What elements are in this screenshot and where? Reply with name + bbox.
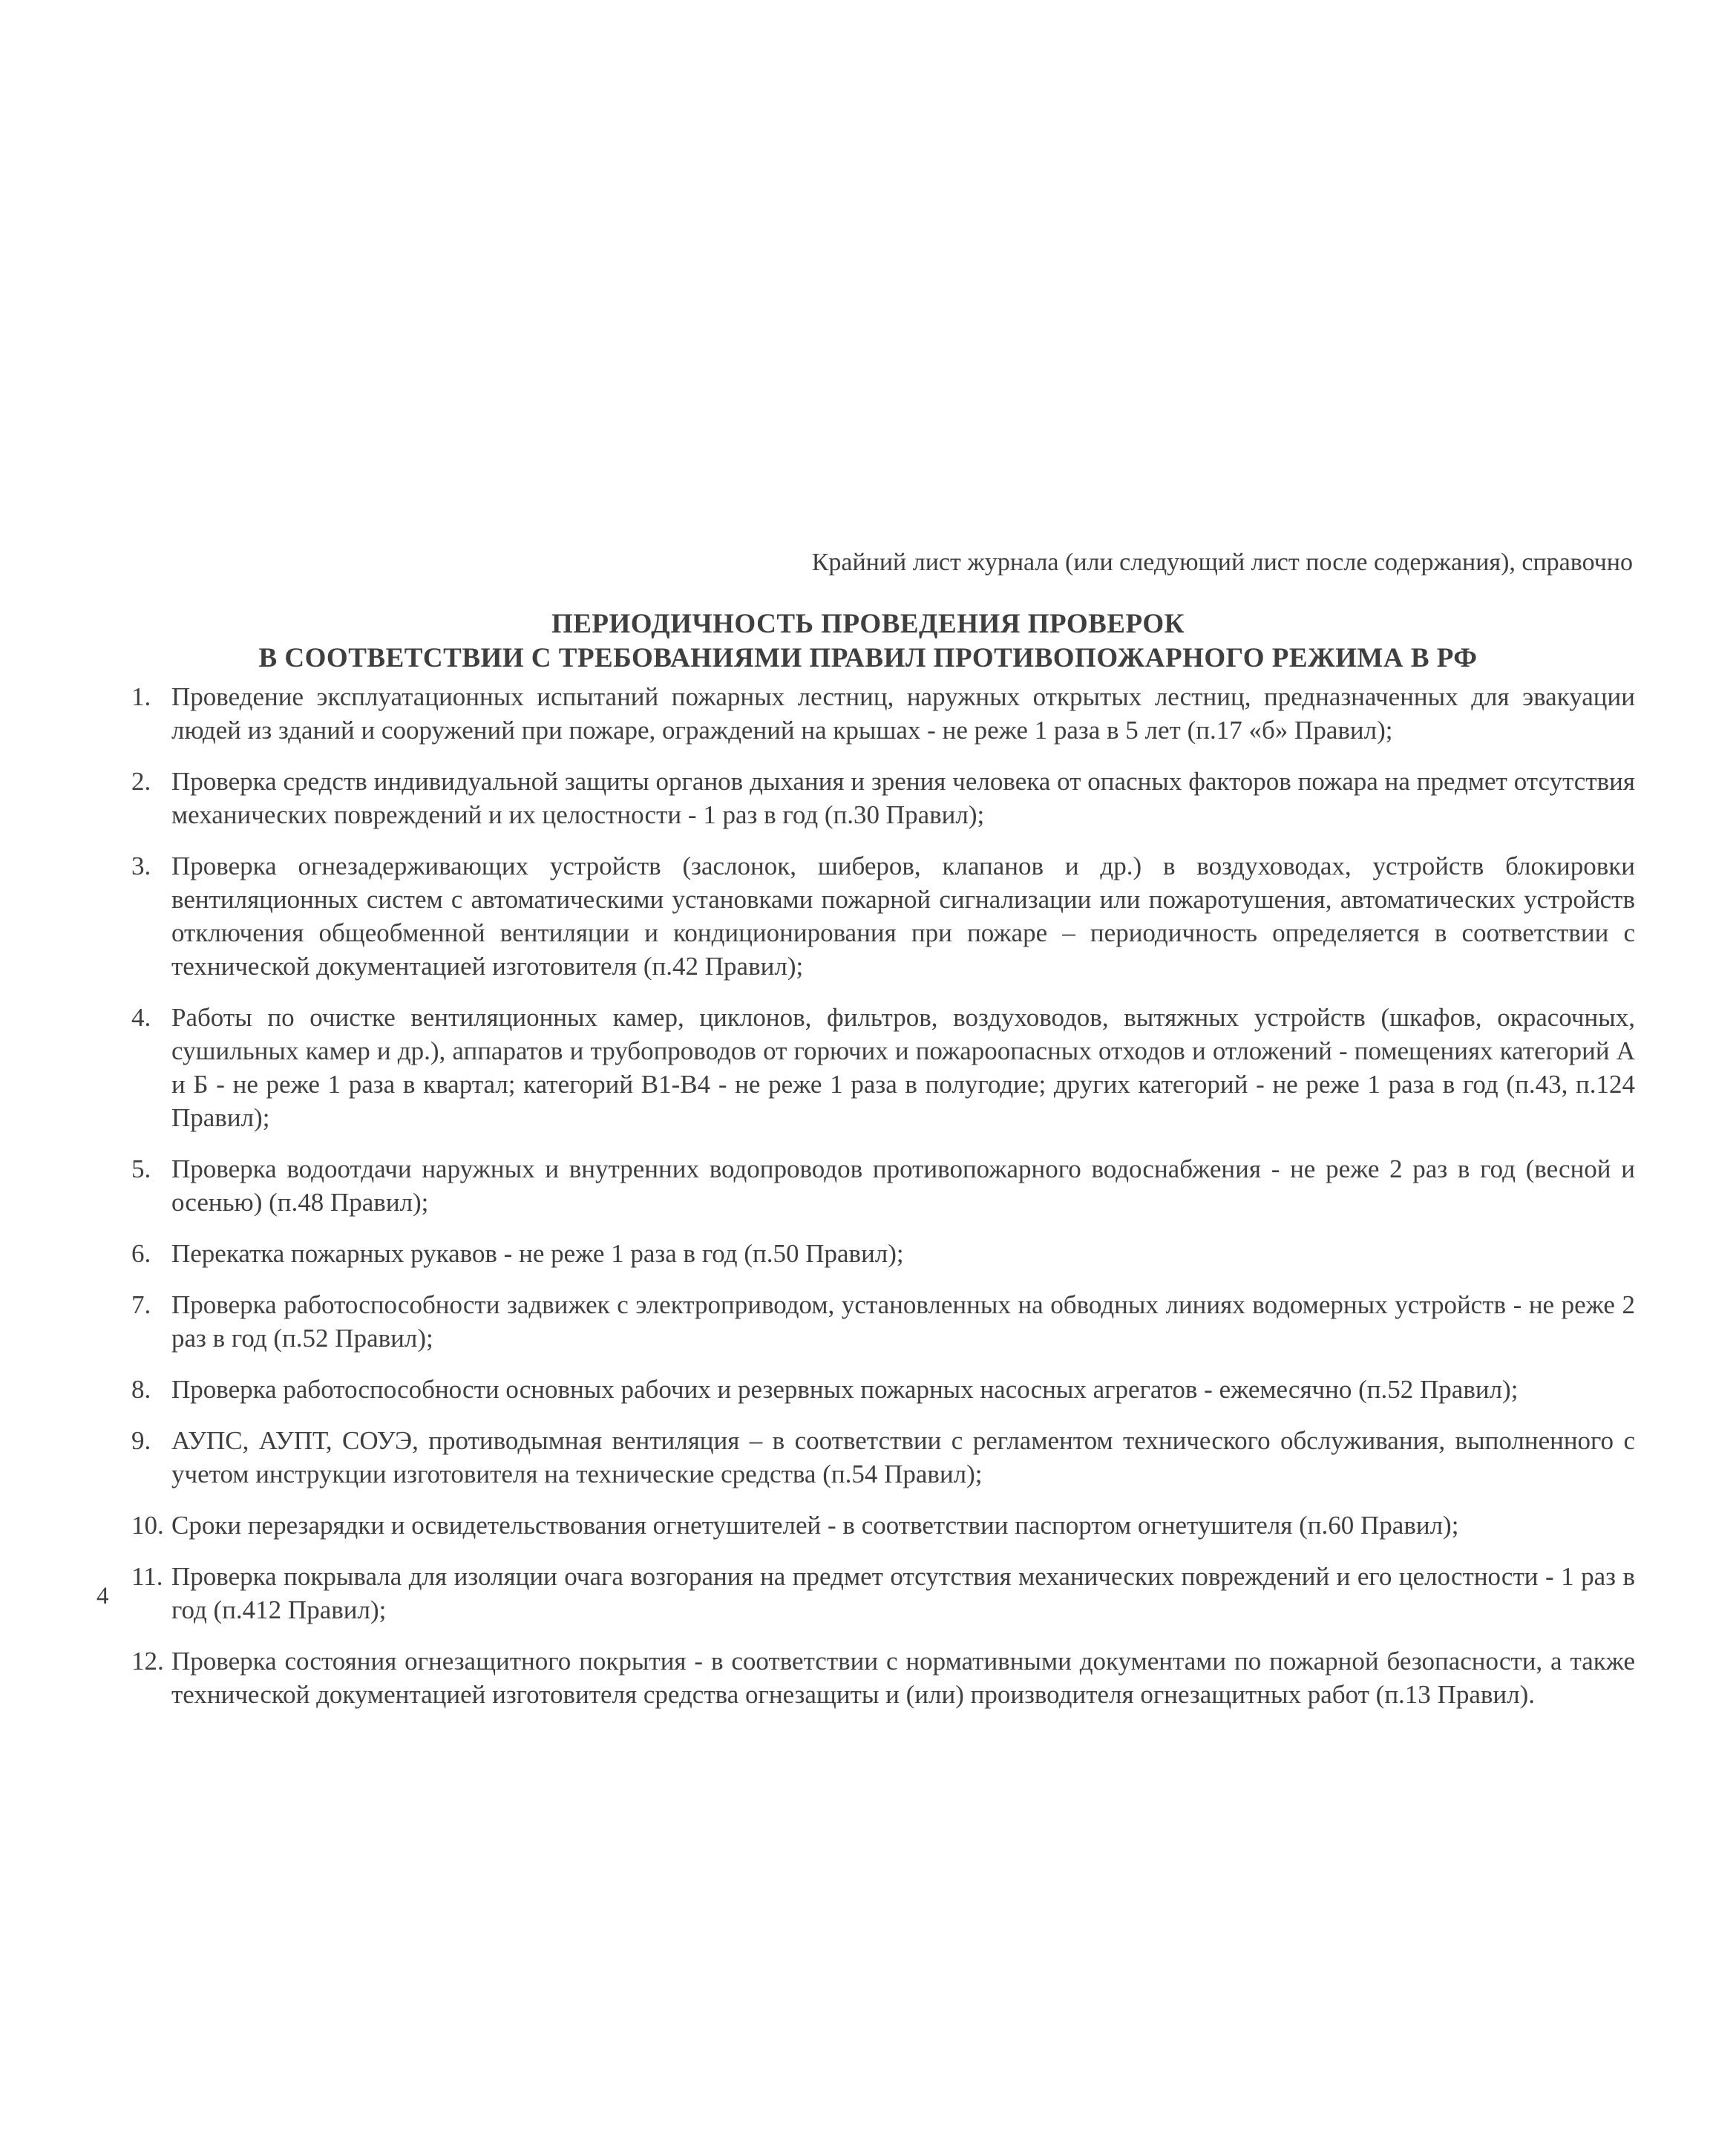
list-item-text: Проверка работоспособности основных рабочих и резервных пожарных насосных агрегатов - ежемесячно (п.52 Правил); [171, 1375, 1519, 1404]
list-item [130, 680, 1635, 747]
list-item-text: Перекатка пожарных рукавов - не реже 1 раза в год (п.50 Правил); [171, 1239, 904, 1268]
inspection-periodicity-list [130, 680, 1635, 1729]
list-item-text: Проверка работоспособности задвижек с электроприводом, установленных на обводных линиях водомерных устройств - не реже 2 раз в год (п.52 Правил); [171, 1290, 1635, 1353]
list-item-number: 5. [131, 1154, 151, 1183]
list-item-number: 12. [131, 1647, 164, 1676]
list-item-number: 11. [131, 1562, 163, 1591]
list-item-number: 10. [131, 1511, 164, 1540]
list-item [130, 1560, 1635, 1627]
list-item [130, 1373, 1635, 1406]
list-item-number: 6. [131, 1239, 151, 1268]
corner-note: Крайний лист журнала (или следующий лист после содержания), справочно [811, 549, 1633, 576]
list-item [130, 1644, 1635, 1711]
list-item [130, 765, 1635, 831]
list-item-text: Проверка состояния огнезащитного покрытия - в соответствии с нормативными документами по пожарной безопасности, а также технической документацией изготовителя средства огнезащиты и (или) производителя огнезащитных работ (п.13 Правил). [171, 1647, 1635, 1709]
document-title [0, 607, 1736, 676]
list-item [130, 1001, 1635, 1134]
list-item-text: Проверка покрывала для изоляции очага возгорания на предмет отсутствия механических повреждений и его целостности - 1 раз в год (п.412 Правил); [171, 1562, 1635, 1624]
list-item [130, 1288, 1635, 1355]
list-item [130, 1152, 1635, 1219]
list-item-number: 8. [131, 1375, 151, 1404]
list-item-text: Работы по очистке вентиляционных камер, циклонов, фильтров, воздуховодов, вытяжных устройств (шкафов, окрасочных, сушильных камер и др.), аппаратов и трубопроводов от горючих и пожароопасных отходов и отложений - помещениях категорий А и Б - не реже 1 раза в квартал; категорий В1-В4 - не реже 1 раза в полугодие; других категорий - не реже 1 раза в год (п.43, п.124 Правил); [171, 1003, 1635, 1132]
list-item-number: 7. [131, 1290, 151, 1319]
list-item [130, 849, 1635, 983]
list-item-number: 1. [131, 682, 151, 711]
list-item-number: 2. [131, 767, 151, 796]
list-item-number: 4. [131, 1003, 151, 1032]
title-line-1: ПЕРИОДИЧНОСТЬ ПРОВЕДЕНИЯ ПРОВЕРОК [551, 609, 1185, 639]
list-item-text: Сроки перезарядки и освидетельствования огнетушителей - в соответствии паспортом огнетушителя (п.60 Правил); [171, 1511, 1459, 1540]
list-item-text: Проверка огнезадерживающих устройств (заслонок, шиберов, клапанов и др.) в воздуховодах, устройств блокировки вентиляционных систем с автоматическими установками пожарной сигнализации или пожаротушения, автоматических устройств отключения общеобменной вентиляции и кондиционирования при пожаре – периодичность определяется в соответствии с технической документацией изготовителя (п.42 Правил); [171, 852, 1635, 981]
title-line-2: В СООТВЕТСТВИИ С ТРЕБОВАНИЯМИ ПРАВИЛ ПРОТИВОПОЖАРНОГО РЕЖИМА В РФ [258, 643, 1478, 673]
list-item-text: АУПС, АУПТ, СОУЭ, противодымная вентиляция – в соответствии с регламентом технического обслуживания, выполненного с учетом инструкции изготовителя на технические средства (п.54 Правил); [171, 1426, 1635, 1488]
list-item-text: Проверка водоотдачи наружных и внутренних водопроводов противопожарного водоснабжения - не реже 2 раз в год (весной и осенью) (п.48 Правил); [171, 1154, 1635, 1217]
list-item-number: 3. [131, 852, 151, 880]
page-number: 4 [96, 1583, 109, 1609]
list-item [130, 1424, 1635, 1491]
list-item [130, 1509, 1635, 1542]
list-item-number: 9. [131, 1426, 151, 1455]
list-item-text: Проведение эксплуатационных испытаний пожарных лестниц, наружных открытых лестниц, предназначенных для эвакуации людей из зданий и сооружений при пожаре, ограждений на крышах - не реже 1 раза в 5 лет (п.17 «б» Правил); [171, 682, 1635, 745]
list-item [130, 1237, 1635, 1270]
list-item-text: Проверка средств индивидуальной защиты органов дыхания и зрения человека от опасных факторов пожара на предмет отсутствия механических повреждений и их целостности - 1 раз в год (п.30 Правил); [171, 767, 1635, 829]
